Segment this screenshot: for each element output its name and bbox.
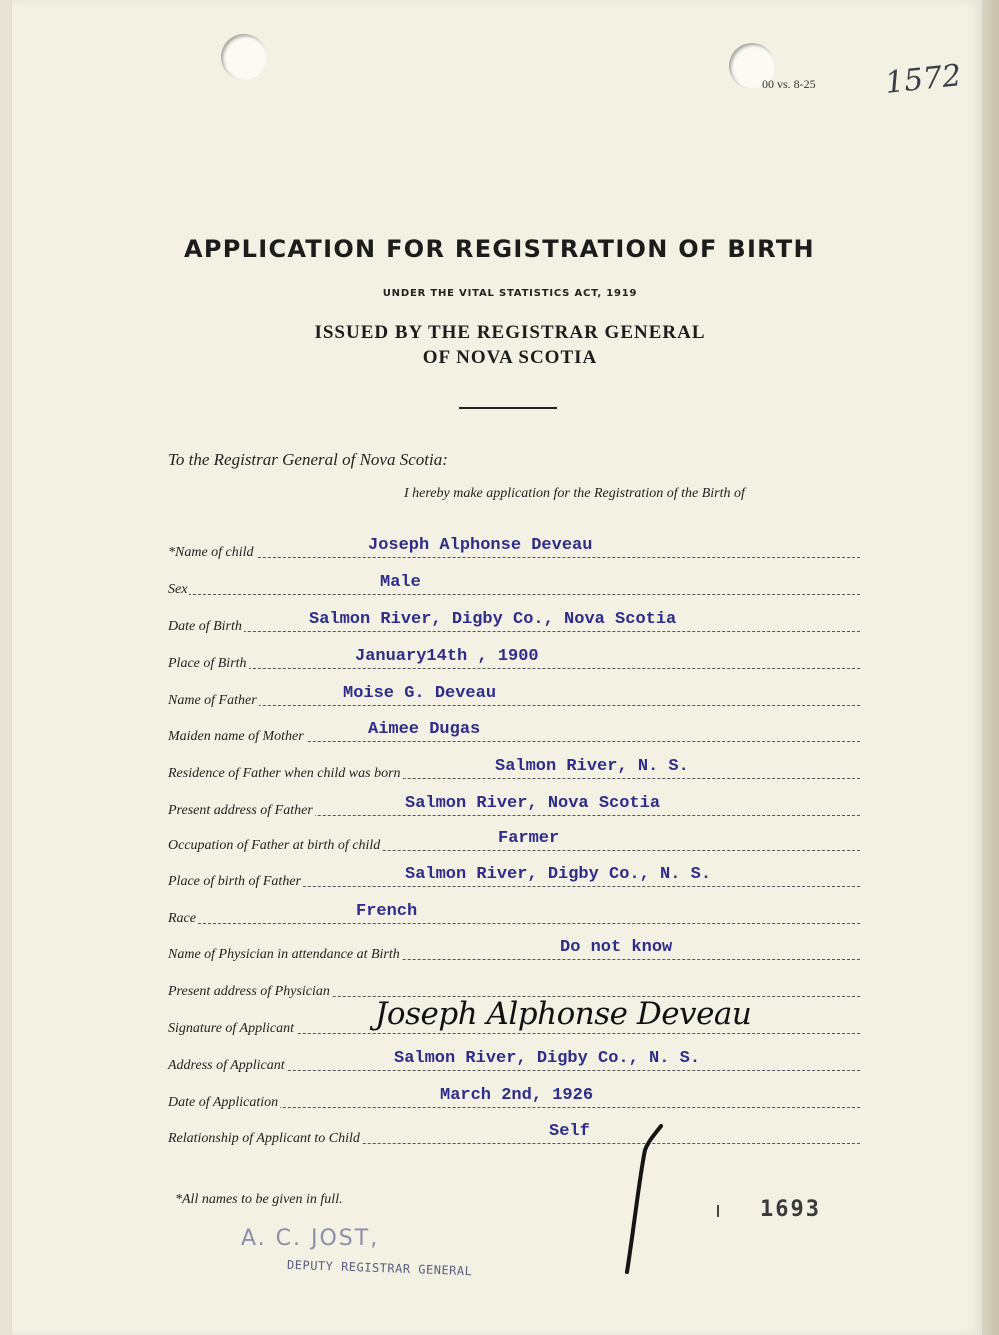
field-label: Place of Birth <box>168 656 247 671</box>
field-label: Sex <box>168 582 188 597</box>
field-name-of-child[interactable] <box>168 533 860 558</box>
field-label: Date of Birth <box>168 619 242 634</box>
title-divider <box>459 407 557 409</box>
field-label: Name of Father <box>168 693 257 708</box>
salutation: To the Registrar General of Nova Scotia: <box>168 450 448 469</box>
registration-number: 1693 <box>760 1197 821 1222</box>
field-label: Race <box>168 911 196 926</box>
field-value: Farmer <box>498 829 560 848</box>
field-value: March 2nd, 1926 <box>440 1086 594 1105</box>
field-relationship-to-child[interactable] <box>168 1119 860 1144</box>
field-occupation-of-father[interactable] <box>168 826 860 851</box>
field-present-address-of-physician[interactable] <box>168 972 860 997</box>
field-label: Place of birth of Father <box>168 874 301 889</box>
pen-stroke-mark <box>615 1120 675 1280</box>
field-label: *Name of child <box>168 545 254 560</box>
field-value: Do not know <box>560 938 673 957</box>
field-label: Present address of Father <box>168 803 313 818</box>
field-label: Date of Application <box>168 1095 279 1110</box>
field-value: Joseph Alphonse Deveau <box>368 536 593 555</box>
field-address-of-applicant[interactable] <box>168 1046 860 1071</box>
form-code: 00 vs. 8-25 <box>762 77 816 91</box>
field-value: Salmon River, Digby Co., N. S. <box>394 1049 701 1068</box>
field-value: French <box>356 902 418 921</box>
field-place-of-birth-of-father[interactable] <box>168 862 860 887</box>
tick-mark <box>717 1205 719 1217</box>
handwritten-file-number: 1572 <box>883 58 963 101</box>
issued-by-line-2: OF NOVA SCOTIA <box>422 347 598 368</box>
field-name-of-physician[interactable] <box>168 935 860 960</box>
field-label: Present address of Physician <box>168 984 330 999</box>
field-present-address-of-father[interactable] <box>168 791 860 816</box>
field-place-of-birth[interactable] <box>168 644 860 669</box>
field-maiden-name-of-mother[interactable] <box>168 717 860 742</box>
field-label: Signature of Applicant <box>168 1021 294 1036</box>
field-value: January14th , 1900 <box>355 647 539 666</box>
registrar-stamp-name: A. C. JOST, <box>241 1226 380 1251</box>
field-name-of-father[interactable] <box>168 681 860 706</box>
field-sex[interactable] <box>168 570 860 595</box>
field-value: Moise G. Deveau <box>343 684 497 703</box>
field-value: Self <box>549 1122 590 1141</box>
page-edge <box>982 0 999 1335</box>
applicant-signature: Joseph Alphonse Deveau <box>375 996 752 1032</box>
declaration: I hereby make application for the Registration of the Birth of <box>404 486 745 501</box>
field-label: Name of Physician in attendance at Birth <box>168 947 400 962</box>
issued-by-line-1: ISSUED BY THE REGISTRAR GENERAL <box>314 322 706 343</box>
field-label: Maiden name of Mother <box>168 729 304 744</box>
field-date-of-application[interactable] <box>168 1083 860 1108</box>
field-label: Residence of Father when child was born <box>168 766 401 781</box>
field-value: Salmon River, Nova Scotia <box>405 794 661 813</box>
field-date-of-birth[interactable] <box>168 607 860 632</box>
form-subtitle: UNDER THE VITAL STATISTICS ACT, 1919 <box>382 288 638 299</box>
field-value: Male <box>380 573 421 592</box>
punch-hole-left <box>221 34 267 80</box>
field-value: Salmon River, Digby Co., Nova Scotia <box>309 610 677 629</box>
field-label: Occupation of Father at birth of child <box>168 838 381 853</box>
field-value: Salmon River, N. S. <box>495 757 689 776</box>
field-value: Salmon River, Digby Co., N. S. <box>405 865 712 884</box>
field-label: Relationship of Applicant to Child <box>168 1131 360 1146</box>
footnote: *All names to be given in full. <box>175 1192 343 1207</box>
form-title: APPLICATION FOR REGISTRATION OF BIRTH <box>184 235 815 263</box>
field-race[interactable] <box>168 899 860 924</box>
field-label: Address of Applicant <box>168 1058 285 1073</box>
registrar-stamp-title: DEPUTY REGISTRAR GENERAL <box>286 1257 473 1279</box>
field-value: Aimee Dugas <box>368 720 481 739</box>
field-residence-of-father[interactable] <box>168 754 860 779</box>
